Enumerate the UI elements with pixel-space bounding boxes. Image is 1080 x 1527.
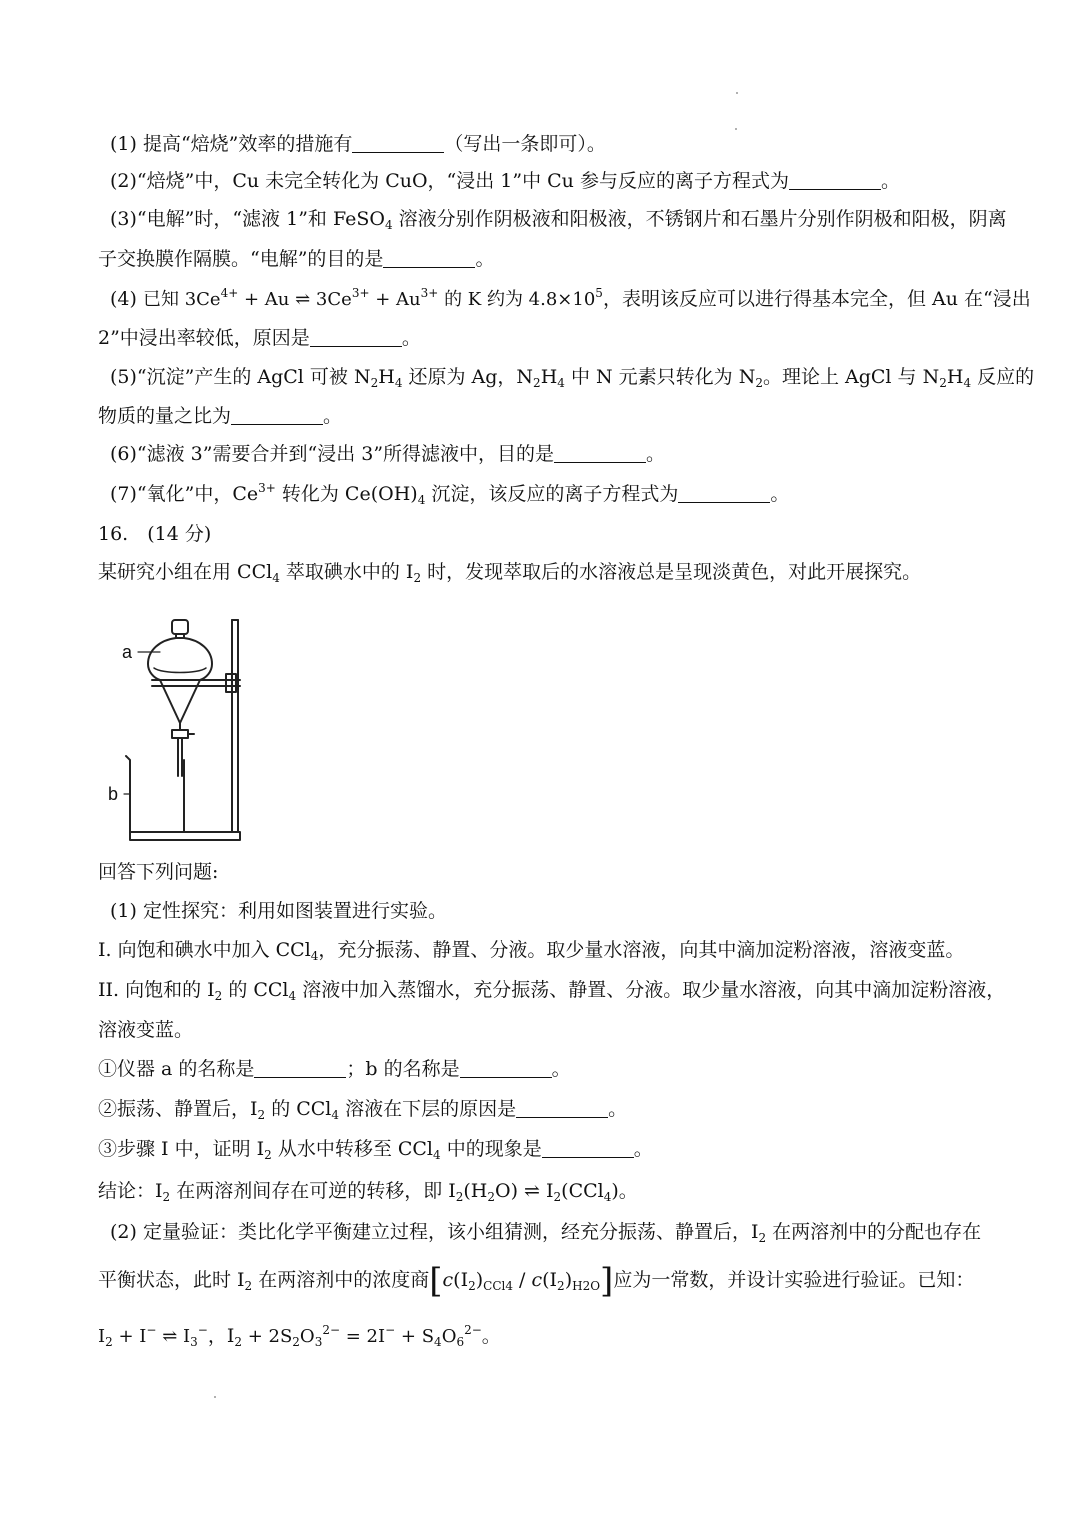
answer-blank[interactable] (383, 247, 475, 268)
question-1: (1) 提高“焙烧”效率的措施有 （写出一条即可）。 (110, 133, 606, 155)
conclusion: 结论：$I_2$ 在两溶剂间存在可逆的转移，即 $I_2(H_2O)$ ⇌ $I_2(CCl_4)$。 (98, 1180, 638, 1204)
question-3-line1: (3)“电解”时，“滤液 1”和 FeSO$_4$ 溶液分别作阴极液和阳极液，不锈钢片和石墨片分别作阴极和阳极，阴离 (110, 208, 1007, 232)
part-2-line2: 平衡状态，此时 $I_2$ 在两溶剂中的浓度商$[c(I_2)_{CCl4} / c(I_2)_{H2O}]$应为一常数，并设计实验进行验证。已知： (98, 1261, 975, 1301)
bracket-right: ] (600, 1261, 614, 1301)
question-5-line2: 物质的量之比为 。 (98, 405, 343, 427)
sub-question-3: ③步骤 I 中，证明 $I_2$ 从水中转移至 CCl$_4$ 中的现象是 。 (98, 1138, 653, 1162)
answer-blank[interactable] (352, 132, 444, 153)
question-16-title: 16. (14 分) (98, 523, 212, 545)
question-3-line2: 子交换膜作隔膜。“电解”的目的是 。 (98, 248, 495, 270)
sub-question-2: ②振荡、静置后，$I_2$ 的 CCl$_4$ 溶液在下层的原因是 。 (98, 1098, 628, 1122)
answer-blank[interactable] (516, 1097, 608, 1118)
answer-blank[interactable] (460, 1057, 552, 1078)
scan-speck (214, 1396, 216, 1398)
question-5-line1: (5)“沉淀”产生的 AgCl 可被 $N_2H_4$ 还原为 Ag，$N_2H_4$ 中 N 元素只转化为 $N_2$。理论上 AgCl 与 $N_2H_4$ 反应的 (110, 366, 1035, 390)
answer-blank[interactable] (542, 1137, 634, 1158)
answer-blank[interactable] (789, 169, 881, 190)
bracket-left: [ (429, 1261, 443, 1301)
scan-speck (736, 92, 738, 94)
funnel-stopper (172, 620, 188, 634)
answer-blank[interactable] (678, 482, 770, 503)
answer-prompt: 回答下列问题: (98, 861, 219, 883)
question-7: (7)“氧化”中，$Ce^{3+}$ 转化为 $Ce(OH)_4$ 沉淀，该反应的离子方程式为 。 (110, 481, 790, 507)
beaker (126, 756, 184, 832)
part-2-line1: (2) 定量验证：类比化学平衡建立过程，该小组猜测，经充分振荡、静置后，$I_2$ 在两溶剂中的分配也存在 (110, 1221, 982, 1245)
label-b: b (108, 784, 119, 804)
question-2: (2)“焙烧”中，Cu 未完全转化为 CuO，“浸出 1”中 Cu 参与反应的离子方程式为 。 (110, 170, 900, 192)
step-II-line2: 溶液变蓝。 (98, 1019, 194, 1041)
part-1-title: (1) 定性探究：利用如图装置进行实验。 (110, 900, 447, 922)
question-4-line2: 2”中浸出率较低，原因是 。 (98, 327, 421, 349)
sub-question-1: ①仪器 a 的名称是 ；b 的名称是 。 (98, 1058, 571, 1080)
answer-blank[interactable] (554, 442, 646, 463)
answer-blank[interactable] (310, 326, 402, 347)
question-6: (6)“滤液 3”需要合并到“浸出 3”所得滤液中，目的是 。 (110, 443, 666, 465)
part-2-equations: $I_2 + I^-$ ⇌ $I_3^-$，$I_2 + 2S_2O_3^{2-} = 2I^- + S_4O_6^{2-}$。 (98, 1323, 501, 1349)
stand-base (130, 832, 240, 840)
answer-blank[interactable] (254, 1057, 346, 1078)
step-II-line1: II. 向饱和的 $I_2$ 的 CCl$_4$ 溶液中加入蒸馏水，充分振荡、静置、分液。取少量水溶液，向其中滴加淀粉溶液， (98, 979, 1006, 1003)
question-4-line1: (4) 已知 $3Ce^{4+} + Au$ ⇌ $3Ce^{3+} + Au^{3+}$ 的 K 约为 $4.8\times 10^5$，表明该反应可以进行得基本完全，但 Au 在“浸出 (110, 286, 1031, 310)
separatory-funnel-apparatus-figure (100, 608, 250, 848)
answer-blank[interactable] (231, 404, 323, 425)
label-a: a (122, 642, 133, 662)
step-I: I. 向饱和碘水中加入 CCl$_4$，充分振荡、静置、分液。取少量水溶液，向其中滴加淀粉溶液，溶液变蓝。 (98, 939, 965, 963)
question-16-intro: 某研究小组在用 CCl$_4$ 萃取碘水中的 $I_2$ 时，发现萃取后的水溶液总是呈现淡黄色，对此开展探究。 (98, 561, 922, 585)
stopcock (172, 730, 188, 738)
